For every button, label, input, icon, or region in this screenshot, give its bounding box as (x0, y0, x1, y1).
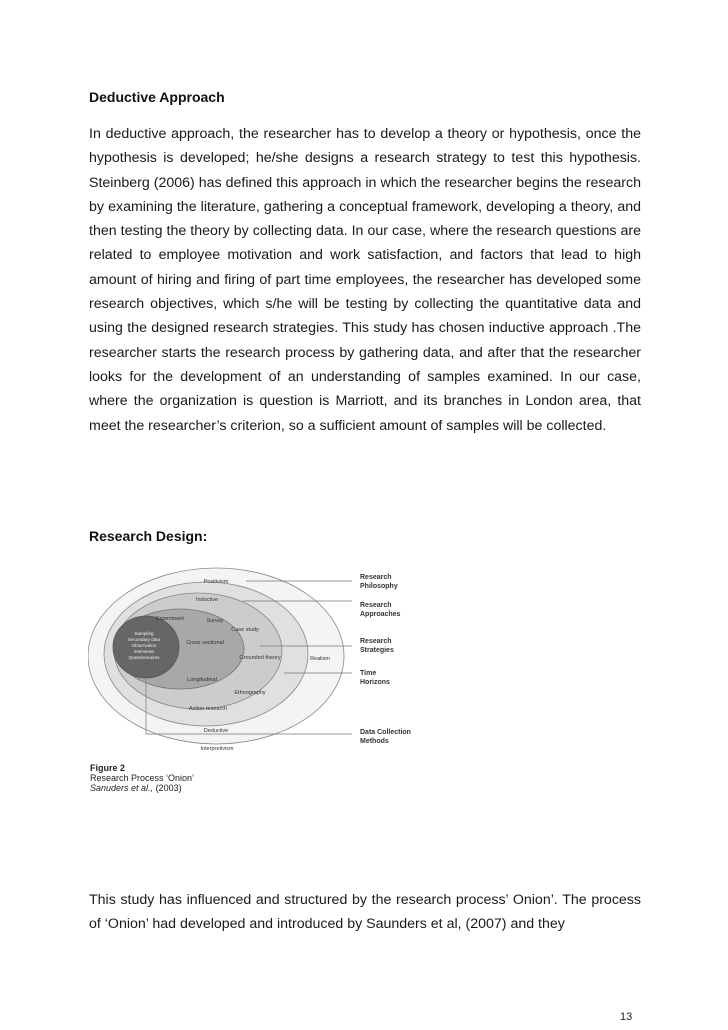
heading-deductive-approach: Deductive Approach (89, 89, 225, 105)
onion-text-grounded-theory: Grounded theory (239, 655, 281, 661)
onion-text-realism: Realism (310, 656, 330, 662)
onion-core-observation: Observation (131, 643, 157, 648)
onion-text-longitudinal: Longitudinal (187, 677, 217, 683)
label-data-collection-methods-line2: Methods (360, 738, 389, 745)
onion-core-sampling: Sampling (134, 631, 154, 636)
onion-text-case-study: Case study (231, 627, 259, 633)
onion-text-interpretivism: Interpretivism (200, 746, 234, 752)
label-data-collection-methods-line1: Data Collection (360, 729, 411, 736)
heading-research-design: Research Design: (89, 528, 208, 544)
label-research-strategies-line2: Strategies (360, 647, 394, 654)
label-time-horizons-line2: Horizons (360, 679, 390, 686)
label-research-approaches-line1: Research (360, 602, 392, 609)
onion-text-deductive: Deductive (203, 728, 229, 734)
figure-source: Sanuders et al., (2003) (90, 783, 182, 793)
label-time-horizons-line1: Time (360, 670, 377, 677)
onion-text-experiment: Experiment (156, 616, 184, 622)
research-onion-figure (88, 562, 448, 802)
label-research-philosophy-line1: Research (360, 574, 392, 581)
label-research-philosophy-line2: Philosophy (360, 583, 398, 590)
onion-core-questionnaires: Questionnaires (128, 655, 160, 660)
onion-text-cross-sectional: Cross sectional (186, 640, 224, 646)
onion-text-positivism: Positivism (203, 579, 229, 585)
onion-text-ethnography: Ethnography (234, 690, 266, 696)
figure-title: Research Process ‘Onion’ (90, 773, 195, 783)
paragraph-deductive-approach: In deductive approach, the researcher has to develop a theory or hypothesis, once the hypothesis is developed; he/she designs a research strategy to test this hypothesis. Steinberg (2006) has defined this approach in which the researcher begins the research by examining the literature, gathering a conceptual framework, developing a theory, and then testing the theory by collecting data. In our case, where the research questions are related to employee motivation and work satisfaction, and factors that lead to high amount of hiring and firing of part time employees, the researcher has developed some research objectives, which s/he will be testing by collecting the quantitative data and using the designed research strategies. This study has chosen inductive approach .The researcher starts the research process by gathering data, and after that the researcher looks for the development of an understanding of samples examined. In our case, where the organization is question is Marriott, and its branches in London area, that meet the researcher’s criterion, so a sufficient amount of samples will be collected. (89, 126, 641, 434)
onion-core-interviews: Interviews (133, 649, 155, 654)
label-research-approaches-line2: Approaches (360, 611, 401, 618)
onion-text-inductive: Inductive (195, 597, 219, 603)
label-research-strategies-line1: Research (360, 638, 392, 645)
onion-text-survey: Survey (206, 618, 224, 624)
onion-text-action-research: Action research (188, 706, 228, 712)
page-number: 13 (620, 1011, 633, 1023)
onion-core-secondary-data: Secondary data (127, 637, 161, 642)
paragraph-onion-intro: This study has influenced and structured by the research process’ Onion’. The process of ‘Onion’ had developed and introduced by Saunders et al, (2007) and they (89, 892, 641, 933)
figure-number: Figure 2 (90, 763, 126, 773)
